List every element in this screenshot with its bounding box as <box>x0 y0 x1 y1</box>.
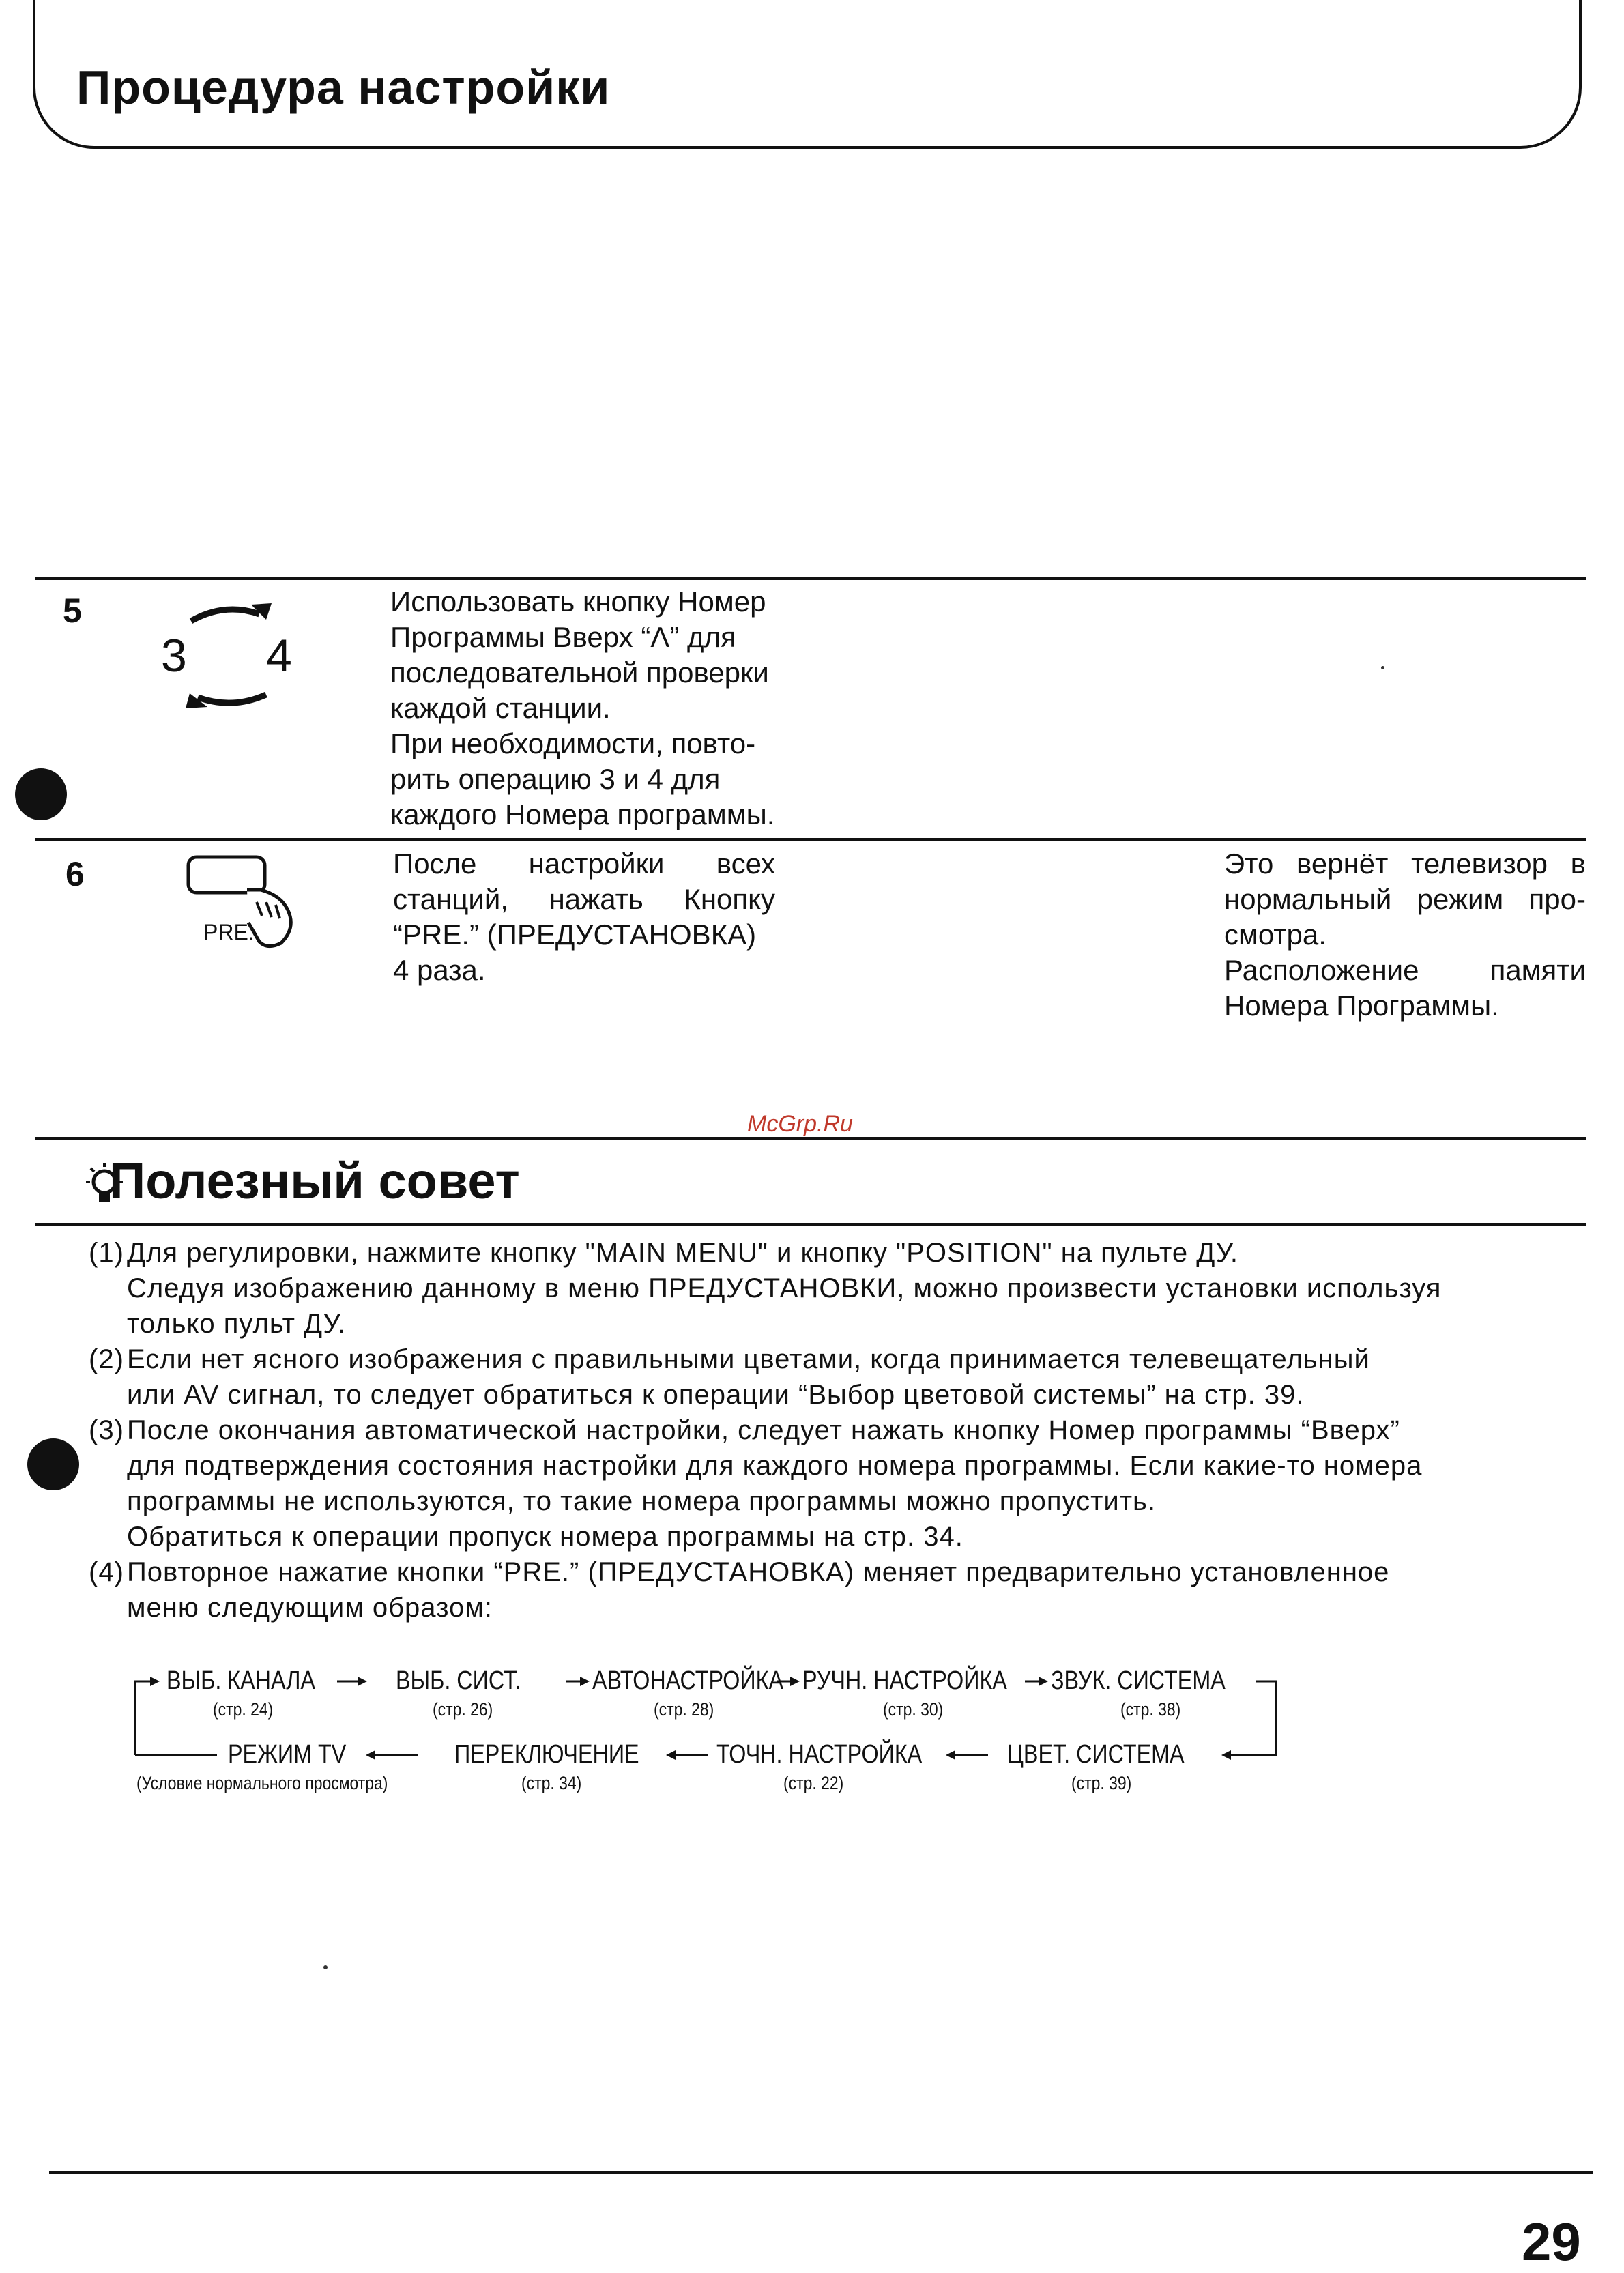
tip-number: (1) <box>89 1238 124 1268</box>
text-line: каждого Номера программы. <box>390 798 775 830</box>
text-line: “PRE.” (ПРЕДУСТАНОВКА) <box>393 918 757 951</box>
program-up-down-icon <box>157 594 321 716</box>
flow-step-page: (стр. 26) <box>433 1699 493 1720</box>
pre-button-icon <box>186 854 322 957</box>
flow-step-page: (стр. 22) <box>783 1773 844 1793</box>
footer-rule <box>49 2171 1593 2174</box>
table-top-rule <box>35 577 1586 580</box>
text-line: После окончания автоматической настройки, следует нажать кнопку Номер программы “Вверх” <box>127 1415 1400 1445</box>
text-line: Если нет ясного изображения с правильными цветами, когда принимается телевещательный <box>127 1344 1370 1374</box>
speck <box>1381 666 1384 669</box>
tip-top-rule <box>35 1137 1586 1140</box>
margin-bullet <box>15 768 67 820</box>
flow-step-label: ПЕРЕКЛЮЧЕНИЕ <box>454 1740 639 1769</box>
text-line: Повторное нажатие кнопки “PRE.” (ПРЕДУСТАНОВКА) меняет предварительно установленное <box>127 1557 1390 1587</box>
preset-menu-flow <box>128 1658 1288 1795</box>
tip-number: (3) <box>89 1415 124 1445</box>
pre-label: PRE. <box>203 920 255 944</box>
flow-step-label: ЦВЕТ. СИСТЕМА <box>1007 1740 1185 1769</box>
text-line: рить операцию 3 и 4 для <box>390 763 721 795</box>
flow-step-label: ТОЧН. НАСТРОЙКА <box>716 1740 923 1769</box>
icon-number-right: 4 <box>266 630 292 682</box>
tip-number: (2) <box>89 1344 124 1374</box>
step-number: 5 <box>63 592 82 630</box>
text-line: смотра. <box>1224 918 1326 951</box>
text-line: Это вернёт телевизор в <box>1224 848 1586 880</box>
margin-bullet <box>27 1438 79 1490</box>
text-line: Обратиться к операции пропуск номера программы на стр. 34. <box>127 1522 963 1552</box>
flow-step-page: (Условие нормального просмотра) <box>136 1773 388 1793</box>
flow-step-page: (стр. 39) <box>1071 1773 1132 1793</box>
list-item <box>89 1413 1590 1554</box>
text-line: При необходимости, повто- <box>390 727 756 759</box>
page-title: Процедура настройки <box>76 61 611 114</box>
flow-step-page: (стр. 34) <box>521 1773 582 1793</box>
text-line: Следуя изображению данному в меню ПРЕДУСТАНОВКИ, можно произвести установки используя <box>127 1273 1442 1303</box>
tip-title: Полезный совет <box>109 1153 520 1209</box>
flow-step-label: ВЫБ. СИСТ. <box>396 1666 521 1695</box>
flow-step-page: (стр. 30) <box>883 1699 944 1720</box>
speck <box>323 1965 328 1969</box>
flow-step-label: РЕЖИМ TV <box>228 1740 347 1769</box>
text-line: Расположение памяти <box>1224 954 1586 986</box>
step-number: 6 <box>66 855 85 893</box>
text-line: для подтверждения состояния настройки для каждого номера программы. Если какие-то номера <box>127 1451 1423 1481</box>
text-line: или AV сигнал, то следует обратиться к операции “Выбор цветовой системы” на стр. 39. <box>127 1380 1305 1410</box>
flow-step-page: (стр. 24) <box>213 1699 274 1720</box>
watermark: McGrp.Ru <box>747 1111 853 1137</box>
tip-title-rule <box>35 1223 1586 1226</box>
text-line: Использовать кнопку Номер <box>390 585 766 618</box>
text-line: только пульт ДУ. <box>127 1309 346 1339</box>
text-line: Программы Вверх “Λ” для <box>390 621 736 653</box>
text-line: программы не используются, то такие номера программы можно пропустить. <box>127 1486 1157 1516</box>
list-item <box>89 1342 1590 1413</box>
table-row-rule <box>35 838 1586 841</box>
step-5-text <box>390 584 786 833</box>
flow-step-label: РУЧН. НАСТРОЙКА <box>802 1666 1007 1695</box>
text-line: нормальный режим про- <box>1224 883 1586 915</box>
step-6-text <box>393 846 775 988</box>
list-item <box>89 1554 1590 1625</box>
step-6-note <box>1224 846 1586 1024</box>
flow-step-label: ЗВУК. СИСТЕМА <box>1051 1666 1226 1695</box>
text-line: последовательной проверки <box>390 656 769 689</box>
text-line: меню следующим образом: <box>127 1593 493 1623</box>
tip-number: (4) <box>89 1557 124 1587</box>
list-item <box>89 1235 1590 1342</box>
flow-step-label: АВТОНАСТРОЙКА <box>592 1666 784 1695</box>
flow-step-label: ВЫБ. КАНАЛА <box>166 1666 315 1695</box>
text-line: каждой станции. <box>390 692 611 724</box>
icon-number-left: 3 <box>161 630 187 682</box>
text-line: После настройки всех <box>393 848 775 880</box>
flow-step-page: (стр. 38) <box>1120 1699 1181 1720</box>
text-line: Для регулировки, нажмите кнопку "MAIN MENU" и кнопку "POSITION" на пульте ДУ. <box>127 1238 1238 1268</box>
text-line: Номера Программы. <box>1224 989 1499 1022</box>
tip-list <box>89 1235 1590 1625</box>
page-number: 29 <box>1522 2212 1581 2272</box>
text-line: 4 раза. <box>393 954 486 986</box>
flow-step-page: (стр. 28) <box>654 1699 714 1720</box>
text-line: станций, нажать Кнопку <box>393 883 775 915</box>
